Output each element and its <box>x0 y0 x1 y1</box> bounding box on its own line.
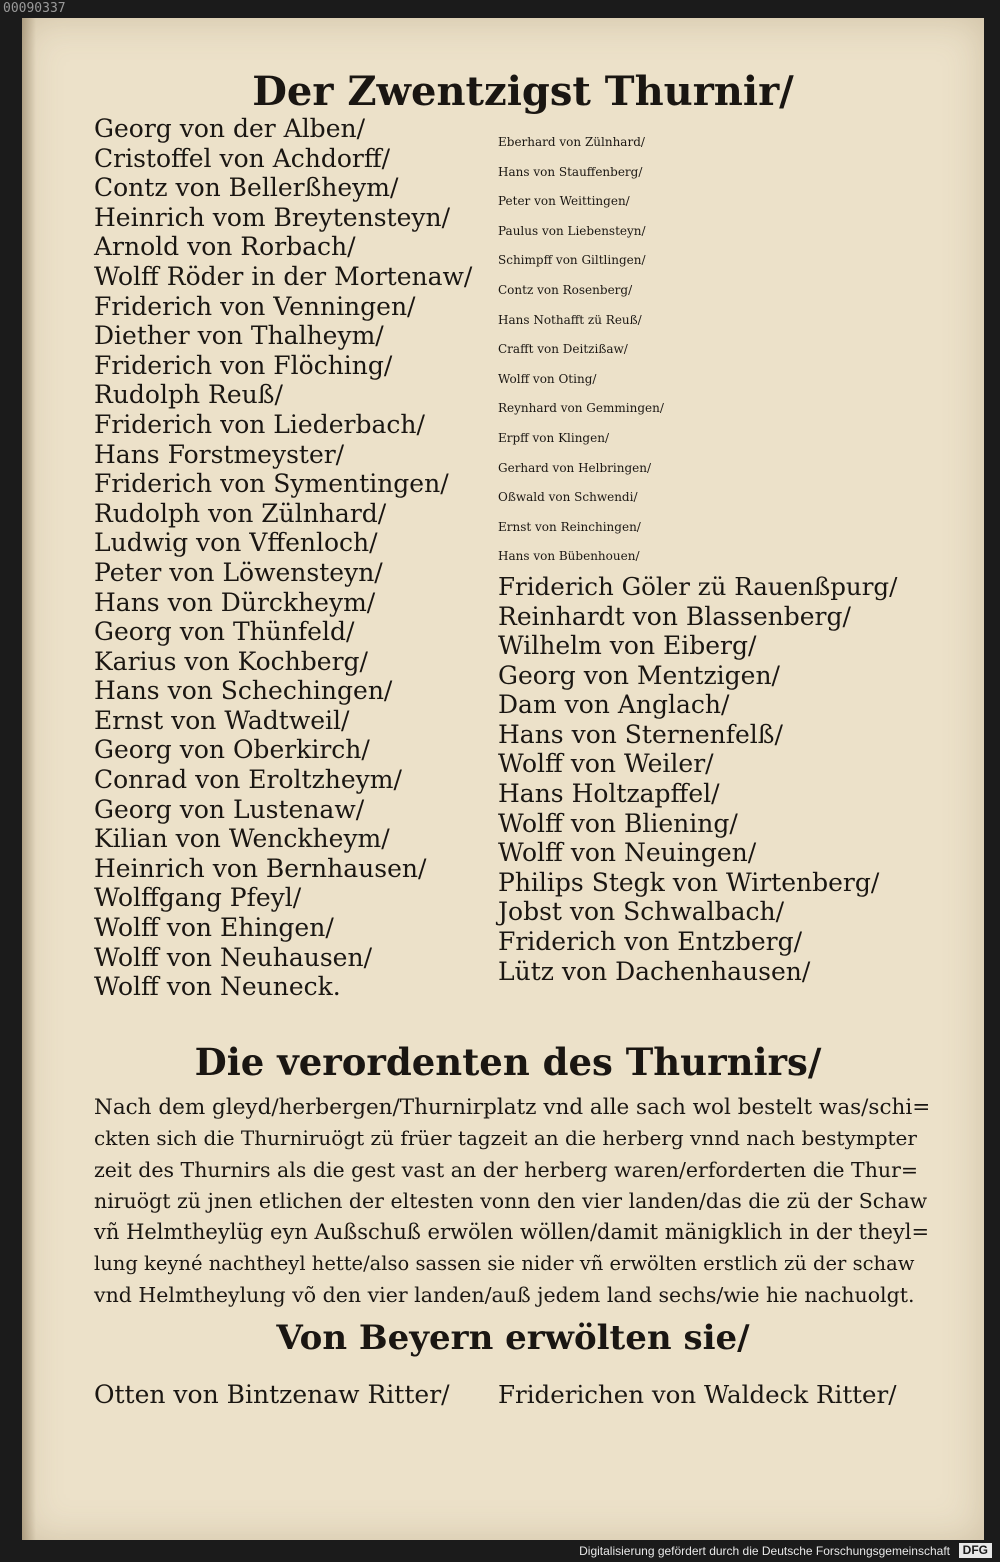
name-entry: Wolff von Bliening/ <box>498 808 738 838</box>
name-entry: Hans Forstmeyster/ <box>94 439 345 469</box>
name-entry: Crafft von Deitzißaw/ <box>498 342 628 357</box>
name-entry: Schimpff von Giltlingen/ <box>498 253 646 268</box>
name-entry: Georg von Oberkirch/ <box>94 735 370 765</box>
name-entry: Ludwig von Vffenloch/ <box>94 528 378 558</box>
name-entry: Friderich von Entzberg/ <box>498 927 803 957</box>
name-entry: Peter von Löwensteyn/ <box>94 557 383 587</box>
name-entry: Heinrich vom Breytensteyn/ <box>94 202 451 232</box>
name-entry: Wolff von Neuingen/ <box>498 838 757 868</box>
name-entry: Kilian von Wenckheym/ <box>94 824 390 854</box>
name-entry: Friderich von Venningen/ <box>94 291 416 321</box>
name-entry: Arnold von Rorbach/ <box>94 232 356 262</box>
name-entry: Diether von Thalheym/ <box>94 321 384 351</box>
name-entry: Philips Stegk von Wirtenberg/ <box>498 867 880 897</box>
name-entry: Hans von Dürckheym/ <box>94 587 376 617</box>
elected-name-left: Otten von Bintzenaw Ritter/ <box>94 1380 450 1409</box>
paragraph-line: niruögt zü jnen etlichen der eltesten vonn den vier landen/das die zü der Schaw <box>94 1188 928 1213</box>
name-entry: Wolff Röder in der Mortenaw/ <box>94 261 473 291</box>
name-entry: Wolff von Ehingen/ <box>94 913 334 943</box>
name-entry: Erpff von Klingen/ <box>498 430 609 445</box>
name-entry: Lütz von Dachenhausen/ <box>498 956 811 986</box>
name-entry: Eberhard von Zülnhard/ <box>498 135 645 149</box>
name-entry: Hans Nothafft zü Reuß/ <box>498 312 642 327</box>
paragraph-line: lung keyné nachtheyl hette/also sassen sie nider vñ erwölten erstlich zü der schaw <box>94 1252 915 1276</box>
name-entry: Wolff von Oting/ <box>498 371 597 386</box>
paragraph-line: vnd Helmtheylung võ den vier landen/auß jedem land sechs/wie hie nachuolgt. <box>94 1282 915 1307</box>
name-entry: Oßwald von Schwendi/ <box>498 490 638 505</box>
name-entry: Ernst von Reinchingen/ <box>498 519 641 534</box>
name-entry: Hans von Stauffenberg/ <box>498 164 643 179</box>
name-entry: Georg von Thünfeld/ <box>94 617 355 647</box>
section-title: Die verordenten des Thurnirs/ <box>194 1040 822 1084</box>
name-entry: Wolff von Weiler/ <box>498 749 714 779</box>
name-entry: Wilhelm von Eiberg/ <box>498 631 757 661</box>
name-entry: Georg von Mentzigen/ <box>498 660 780 690</box>
name-entry: Conrad von Eroltzheym/ <box>94 765 402 795</box>
name-entry: Paulus von Liebensteyn/ <box>498 223 646 238</box>
dfg-logo: DFG <box>959 1543 992 1558</box>
name-entry: Reynhard von Gemmingen/ <box>498 401 664 416</box>
names-column-right <box>498 128 897 986</box>
name-entry: Hans Holtzapffel/ <box>498 779 720 809</box>
name-entry: Gerhard von Helbringen/ <box>498 460 652 475</box>
name-entry: Wolff von Neuhausen/ <box>94 942 373 972</box>
name-entry: Contz von Bellerßheym/ <box>94 173 399 203</box>
name-entry: Hans von Sternenfelß/ <box>498 719 783 749</box>
name-entry: Hans von Schechingen/ <box>94 676 393 706</box>
name-entry: Ernst von Wadtweil/ <box>94 705 350 735</box>
page-title: Der Zwentzigst Thurnir/ <box>252 68 794 115</box>
funding-notice: Digitalisierung gefördert durch die Deutsche Forschungsgemeinschaft <box>579 1544 950 1558</box>
name-entry: Wolff von Neuneck. <box>94 972 341 1002</box>
name-entry: Rudolph Reuß/ <box>94 380 283 410</box>
paragraph-line: ckten sich die Thurniruögt zü früer tagzeit an die herberg vnnd nach bestympter <box>94 1126 917 1151</box>
subsection-title: Von Beyern erwölten sie/ <box>276 1318 750 1358</box>
name-entry: Dam von Anglach/ <box>498 690 730 720</box>
paragraph-line: Nach dem gleyd/herbergen/Thurnirplatz vnd alle sach wol bestelt was/schi= <box>94 1095 931 1120</box>
footer-bar <box>0 1540 1000 1562</box>
name-entry: Cristoffel von Achdorff/ <box>94 143 391 173</box>
name-entry: Wolffgang Pfeyl/ <box>94 883 302 913</box>
name-entry: Friderich von Flöching/ <box>94 350 393 380</box>
name-entry: Peter von Weittingen/ <box>498 194 630 209</box>
paragraph-line: vñ Helmtheylüg eyn Außschuß erwölen wöllen/damit mänigklich in der theyl= <box>94 1220 930 1245</box>
name-entry: Georg von der Alben/ <box>94 114 366 143</box>
body-paragraph <box>94 1092 930 1311</box>
name-entry: Friderich von Symentingen/ <box>94 469 449 499</box>
paragraph-line: zeit des Thurnirs als die gest vast an der herberg waren/erforderten die Thur= <box>94 1157 919 1182</box>
name-entry: Contz von Rosenberg/ <box>498 282 633 297</box>
name-entry: Friderich von Liederbach/ <box>94 409 425 439</box>
name-entry: Heinrich von Bernhausen/ <box>94 853 427 883</box>
names-column-left <box>94 114 472 1002</box>
elected-name-right: Friderichen von Waldeck Ritter/ <box>498 1380 897 1409</box>
name-entry: Rudolph von Zülnhard/ <box>94 498 387 528</box>
name-entry: Friderich Göler zü Rauenßpurg/ <box>498 571 898 601</box>
name-entry: Reinhardt von Blassenberg/ <box>498 601 851 631</box>
name-entry: Georg von Lustenaw/ <box>94 794 365 824</box>
name-entry: Jobst von Schwalbach/ <box>498 897 785 927</box>
book-page <box>22 18 984 1542</box>
name-entry: Karius von Kochberg/ <box>94 646 368 676</box>
name-entry: Hans von Bübenhouen/ <box>498 549 640 564</box>
scan-id-label: 00090337 <box>3 1 66 16</box>
